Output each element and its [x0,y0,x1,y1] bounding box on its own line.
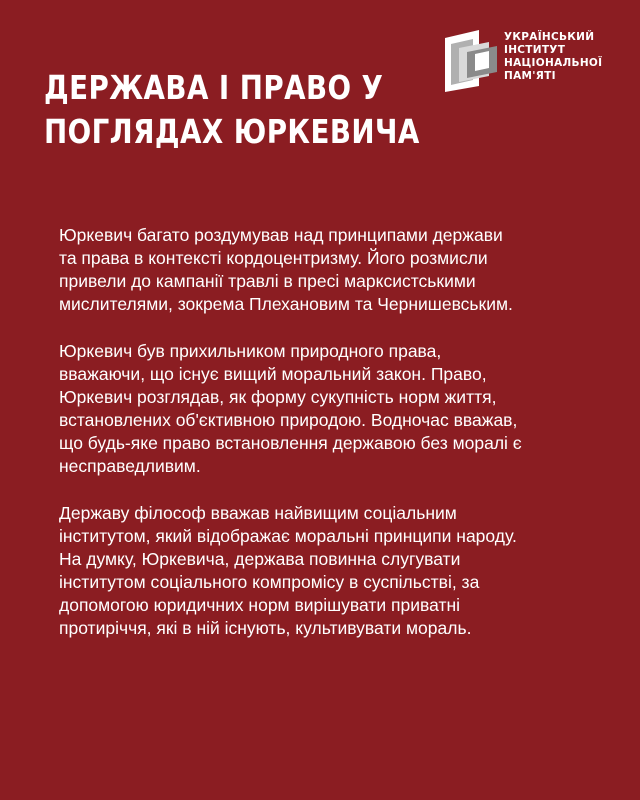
paragraph-state [59,502,599,640]
text-line: вважаючи, що існує вищий моральний закон. Право, [59,364,487,384]
text-line: На думку, Юркевича, держава повинна слугувати [59,549,461,569]
text-line: мислителями, зокрема Плехановим та Чернишевським. [59,294,513,314]
text-line: несправедливим. [59,456,201,476]
institute-logo [445,28,602,92]
text-line: протиріччя, які в ній існують, культивувати мораль. [59,618,472,638]
text-line: Юркевич розглядав, як форму сукупність норм життя, [59,387,497,407]
institute-name-line: ІНСТИТУТ [504,44,566,56]
institute-name [504,31,602,83]
text-line: допомогою юридичних норм вирішувати приватні [59,595,461,615]
text-line: інститутом соціального компромісу в суспільстві, за [59,572,480,592]
text-line: що будь-яке право встановлення державою без моралі є [59,433,522,453]
page-title [44,66,420,154]
institute-logo-icon [445,28,497,92]
text-line: встановлених об'єктивною природою. Водночас вважав, [59,410,518,430]
institute-name-line: НАЦІОНАЛЬНОЇ [504,57,603,69]
text-line: привели до кампанії травлі в пресі марксистськими [59,271,476,291]
institute-name-line: УКРАЇНСЬКИЙ [504,31,595,43]
text-line: Юркевич був прихильником природного права, [59,341,442,361]
text-line: Державу філософ вважав найвищим соціальним [59,503,457,523]
title-line: ДЕРЖАВА І ПРАВО У [44,68,384,107]
text-line: Юркевич багато роздумував над принципами держави [59,225,503,245]
paragraph-cordocentrism [59,224,599,316]
title-line: ПОГЛЯДАХ ЮРКЕВИЧА [44,112,420,151]
article-body [59,224,599,664]
paragraph-natural-law [59,340,599,478]
text-line: інститутом, який відображає моральні принципи народу. [59,526,517,546]
text-line: та права в контексті кордоцентризму. Його розмисли [59,248,488,268]
institute-name-line: ПАМ'ЯТІ [504,70,556,82]
